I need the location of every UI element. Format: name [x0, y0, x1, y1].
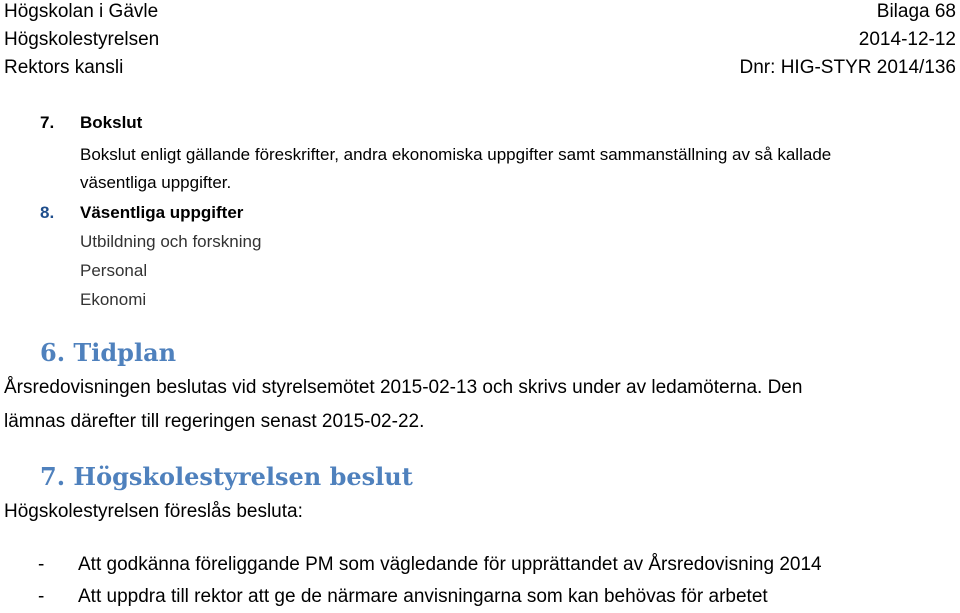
header-row-3: [4, 56, 956, 80]
header-row-1: [4, 0, 956, 24]
section-vasentliga-item: Personal: [80, 261, 148, 280]
bullet-dash: -: [38, 586, 45, 607]
header-date: 2014-12-12: [858, 29, 956, 50]
decision-list-item: [38, 553, 822, 577]
decision-text: Att godkänna föreliggande PM som vägledande för upprättandet av Årsredovisning 2014: [78, 554, 822, 575]
section-vasentliga-label: Väsentliga uppgifter: [80, 203, 244, 222]
section-beslut-intro: Högskolestyrelsen föreslås besluta:: [4, 501, 303, 522]
section-vasentliga-item: Ekonomi: [80, 290, 147, 309]
decision-list-item: [38, 585, 768, 609]
section-bokslut-body-line-1: Bokslut enligt gällande föreskrifter, andra ekonomiska uppgifter samt sammanställning av så kallade: [80, 145, 832, 164]
header-board: Högskolestyrelsen: [4, 29, 160, 50]
section-beslut-heading: 7. Högskolestyrelsen beslut: [40, 462, 413, 491]
header-attachment: Bilaga 68: [876, 1, 956, 22]
section-bokslut-label: Bokslut: [80, 113, 143, 132]
section-tidplan-body-line-2: lämnas därefter till regeringen senast 2015-02-22.: [4, 411, 425, 432]
section-bokslut-body-line-2: väsentliga uppgifter.: [80, 173, 232, 192]
header-reference: Dnr: HIG-STYR 2014/136: [739, 57, 956, 78]
decision-text: Att uppdra till rektor att ge de närmare anvisningarna som kan behövas för arbetet: [78, 586, 768, 607]
section-bokslut-title: [40, 112, 142, 134]
header-office: Rektors kansli: [4, 57, 124, 78]
section-tidplan-heading: 6. Tidplan: [40, 338, 177, 367]
section-vasentliga-number: 8.: [40, 203, 55, 222]
bullet-dash: -: [38, 554, 45, 575]
section-vasentliga-title: [40, 202, 243, 224]
section-tidplan-body-line-1: Årsredovisningen beslutas vid styrelsemötet 2015-02-13 och skrivs under av ledamöterna. Den: [4, 377, 803, 398]
section-bokslut-number: 7.: [40, 113, 55, 132]
header-row-2: [4, 28, 956, 52]
section-vasentliga-item: Utbildning och forskning: [80, 232, 262, 251]
header-institution: Högskolan i Gävle: [4, 1, 159, 22]
